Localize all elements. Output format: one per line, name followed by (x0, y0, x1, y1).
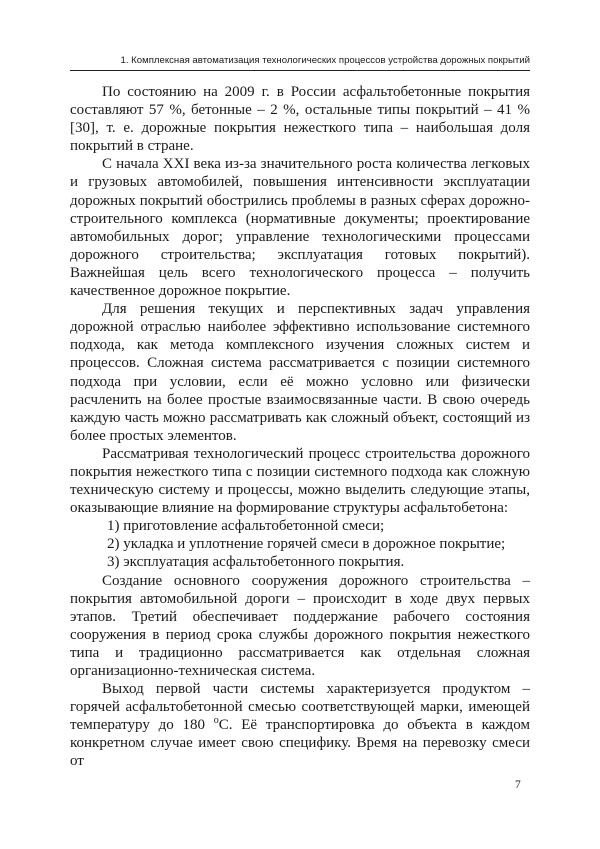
paragraph: Для решения текущих и перспективных задач управления дорожной отраслью наиболее эффективно использование системного подхода, как метода комплексного изучения сложных систем и процессов. Сложная система рассматривается с позиции системного подхода при условии, если её можно условно или физически расчленить на более простые взаимосвязанные части. В свою очередь каждую часть можно рассматривать как сложный объект, состоящий из более простых элементов. (70, 301, 530, 444)
paragraph-text: Выход первой части системы характеризуется продуктом – горячей асфальтобетонной смесью соответствующей марки, имеющей температуру до 180 (70, 681, 530, 734)
running-header: 1. Комплексная автоматизация технологических процессов устройства дорожных покрытий (120, 55, 530, 66)
degree-sign: о (213, 715, 219, 727)
list-item: 1) приготовление асфальтобетонной смеси; (107, 518, 385, 535)
list-item: 2) укладка и уплотнение горячей смеси в дорожное покрытие; (107, 536, 506, 553)
paragraph-text: С. Её транспортировка до объекта в каждом конкретном случае имеет свою специфику. Время на перевозку смеси от (70, 717, 530, 770)
paragraph: Создание основного сооружения дорожного строительства – покрытия автомобильной дороги – происходит в ходе двух первых этапов. Третий обеспечивает поддержание рабочего состояния сооружения в период срока службы дорожного покрытия нежесткого типа и традиционно рассматривается как отдельная сложная организационно-техническая система. (70, 572, 530, 679)
paragraph-last (70, 680, 530, 770)
paragraph: С начала XXI века из-за значительного роста количества легковых и грузовых автомобилей, повышения интенсивности эксплуатации дорожных покрытий обострились проблемы в разных сферах дорожно-строительного комплекса (нормативные документы; проектирование автомобильных дорог; управление технологическими процессами дорожного строительства; эксплуатация готовых покрытий). Важнейшая цель всего технологического процесса – получить качественное дорожное покрытие. (70, 156, 530, 300)
paragraph: Рассматривая технологический процесс строительства дорожного покрытия нежесткого типа с позиции системного подхода как сложную техническую систему и процессы, можно выделить следующие этапы, оказывающие влияние на формирование структуры асфальтобетона: (70, 445, 530, 517)
body-text (70, 83, 530, 771)
list-item: 3) эксплуатация асфальтобетонного покрытия. (107, 554, 405, 571)
paragraph: По состоянию на 2009 г. в России асфальтобетонные покрытия составляют 57 %, бетонные – 2 %, остальные типы покрытий – 41 % [30], т. е. дорожные покрытия нежесткого типа – наибольшая доля покрытий в стране. (70, 84, 530, 155)
header-rule (70, 70, 530, 71)
page-number: 7 (515, 779, 521, 791)
